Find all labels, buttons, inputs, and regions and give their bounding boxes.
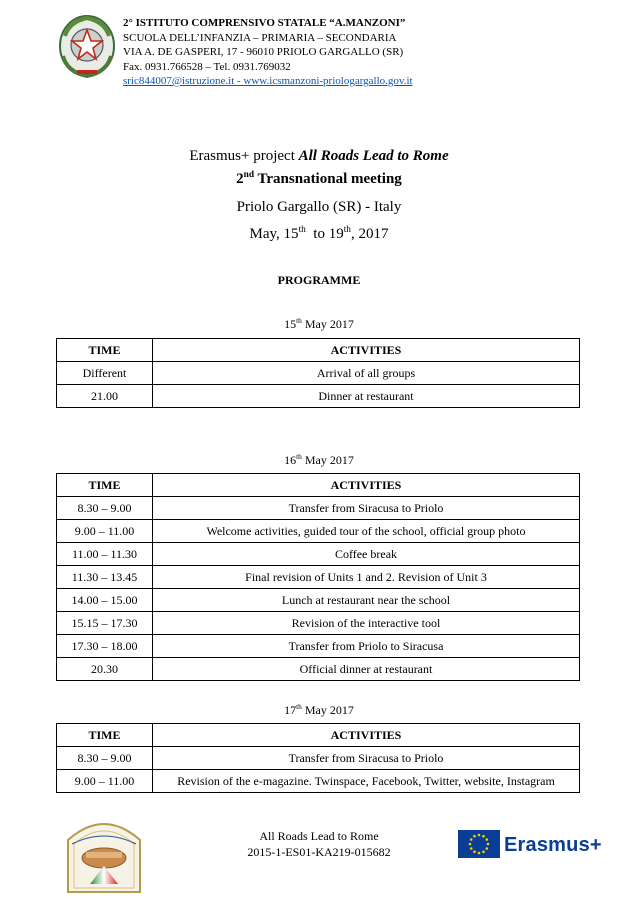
project-name: All Roads Lead to Rome [298, 148, 449, 164]
meeting-number-suffix: nd [243, 170, 255, 180]
school-header [123, 16, 413, 89]
activity-cell: Transfer from Priolo to Siracusa [153, 635, 580, 658]
time-cell: 15.15 – 17.30 [57, 612, 153, 635]
activity-cell: Arrival of all groups [153, 362, 580, 385]
date-year: , 2017 [350, 226, 389, 242]
project-title [0, 148, 638, 165]
day-month-year: May 2017 [301, 453, 354, 467]
footer-project-name: All Roads Lead to Rome [259, 829, 379, 843]
activity-cell: Transfer from Siracusa to Priolo [153, 497, 580, 520]
activity-cell: Transfer from Siracusa to Priolo [153, 747, 580, 770]
column-header-activities: ACTIVITIES [153, 339, 580, 362]
table-header-row [57, 724, 580, 747]
table-row [57, 589, 580, 612]
time-cell: 8.30 – 9.00 [57, 747, 153, 770]
column-header-time: TIME [57, 339, 153, 362]
day-heading-15 [0, 317, 638, 332]
meeting-label: Transnational meeting [254, 171, 402, 187]
meeting-title [0, 171, 638, 188]
table-row [57, 362, 580, 385]
table-row [57, 543, 580, 566]
column-header-time: TIME [57, 724, 153, 747]
date-to: to 19 [305, 226, 344, 242]
table-row [57, 747, 580, 770]
time-cell: 14.00 – 15.00 [57, 589, 153, 612]
activity-cell: Official dinner at restaurant [153, 658, 580, 681]
day-number: 17 [284, 703, 297, 717]
time-cell: 11.00 – 11.30 [57, 543, 153, 566]
time-cell: 21.00 [57, 385, 153, 408]
project-title-prefix: Erasmus+ project [189, 148, 299, 164]
activity-cell: Revision of the e-magazine. Twinspace, Facebook, Twitter, website, Instagram [153, 770, 580, 793]
table-row [57, 497, 580, 520]
time-cell: 9.00 – 11.00 [57, 520, 153, 543]
time-cell: 9.00 – 11.00 [57, 770, 153, 793]
day-suffix: th [296, 452, 302, 461]
table-row [57, 658, 580, 681]
meeting-dates [0, 226, 638, 243]
activity-cell: Coffee break [153, 543, 580, 566]
schedule-table-day1 [56, 338, 580, 408]
meeting-location: Priolo Gargallo (SR) - Italy [236, 199, 402, 215]
erasmus-plus-logo: Erasmus+ [504, 834, 602, 856]
table-row [57, 520, 580, 543]
date-start: May, 15 [249, 226, 299, 242]
column-header-activities: ACTIVITIES [153, 724, 580, 747]
school-email-link[interactable]: sric844007@istruzione.it - www.icsmanzoni-priologargallo.gov.it [123, 75, 413, 87]
activity-cell: Lunch at restaurant near the school [153, 589, 580, 612]
day-number: 15 [284, 317, 297, 331]
day-suffix: th [296, 702, 302, 711]
time-cell: Different [57, 362, 153, 385]
table-row [57, 770, 580, 793]
day-heading-16 [0, 453, 638, 468]
schedule-table-day2 [56, 473, 580, 681]
column-header-activities: ACTIVITIES [153, 474, 580, 497]
table-row [57, 566, 580, 589]
footer-project-code: 2015-1-ES01-KA219-015682 [247, 845, 391, 859]
school-phone: Fax. 0931.766528 – Tel. 0931.769032 [123, 60, 291, 73]
date-end-suffix: th [343, 225, 351, 235]
day-heading-17 [0, 703, 638, 718]
table-row [57, 612, 580, 635]
italian-republic-emblem-icon [57, 12, 117, 80]
school-levels: SCUOLA DELL’INFANZIA – PRIMARIA – SECONDARIA [123, 31, 397, 44]
school-name: 2° ISTITUTO COMPRENSIVO STATALE “A.MANZONI” [123, 17, 406, 29]
time-cell: 11.30 – 13.45 [57, 566, 153, 589]
activity-cell: Final revision of Units 1 and 2. Revision of Unit 3 [153, 566, 580, 589]
schedule-table-day3 [56, 723, 580, 793]
programme-heading: PROGRAMME [277, 273, 361, 287]
time-cell: 17.30 – 18.00 [57, 635, 153, 658]
day-suffix: th [296, 316, 302, 325]
day-month-year: May 2017 [301, 703, 354, 717]
activity-cell: Dinner at restaurant [153, 385, 580, 408]
activity-cell: Revision of the interactive tool [153, 612, 580, 635]
day-month-year: May 2017 [301, 317, 354, 331]
table-row [57, 385, 580, 408]
column-header-time: TIME [57, 474, 153, 497]
meeting-number: 2 [236, 171, 244, 187]
date-start-suffix: th [298, 225, 306, 235]
eu-flag-icon [458, 830, 500, 858]
table-row [57, 635, 580, 658]
time-cell: 8.30 – 9.00 [57, 497, 153, 520]
activity-cell: Welcome activities, guided tour of the school, official group photo [153, 520, 580, 543]
day-number: 16 [284, 453, 297, 467]
table-header-row [57, 339, 580, 362]
time-cell: 20.30 [57, 658, 153, 681]
table-header-row [57, 474, 580, 497]
school-address: VIA A. DE GASPERI, 17 - 96010 PRIOLO GARGALLO (SR) [123, 46, 404, 58]
